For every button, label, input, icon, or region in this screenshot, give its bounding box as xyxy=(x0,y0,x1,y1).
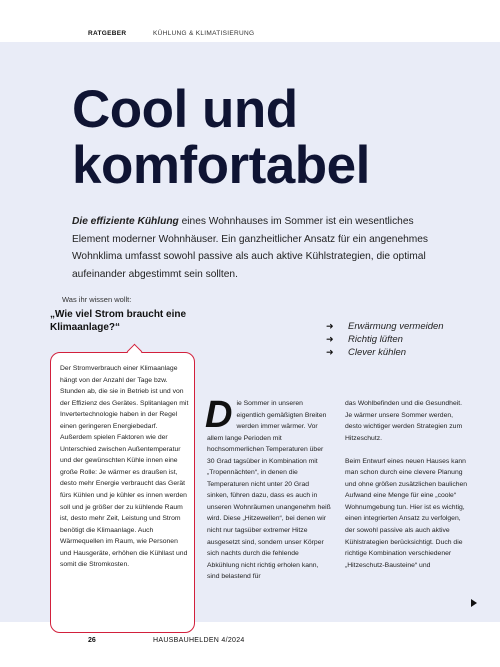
key-point-label: Richtig lüften xyxy=(348,334,403,345)
header-bar xyxy=(0,0,500,42)
drop-cap: D xyxy=(205,394,233,436)
key-point xyxy=(326,346,444,359)
question-intro: Was ihr wissen wollt: xyxy=(62,295,132,304)
section-label: RATGEBER xyxy=(88,30,127,37)
body-column-2 xyxy=(345,398,470,583)
continue-arrow-icon xyxy=(471,599,477,607)
body-column-1 xyxy=(205,394,332,583)
article-lead xyxy=(72,213,432,283)
key-point xyxy=(326,320,444,333)
key-point-label: Erwärmung vermeiden xyxy=(348,321,444,332)
arrow-right-icon: ➜ xyxy=(326,321,334,331)
body-paragraph: Beim Entwurf eines neuen Hauses kann man schon durch eine clevere Planung und ohne größen zusätzlichen baulichen Aufwand eine Menge für eine „coole“ Wohnumgebung tun. Hier ist es wichtig, einen integrierten Ansatz zu verfolgen, der sowohl passive als auch aktive Kühlstrategien berücksichtigt. Duch die richtige Kombination verschiedener „Hitzeschutz-Bausteine“ und xyxy=(345,457,468,569)
arrow-right-icon: ➜ xyxy=(326,347,334,357)
article-title xyxy=(72,82,472,194)
title-line-2: komfortabel xyxy=(72,136,370,195)
body-text-1: ie Sommer in unseren eigentlich gemäßigten Breiten werden immer wärmer. Vor allem lange Perioden mit hochsommerlichen Temperaturen über 30 Grad tagsüber in Kombination mit „Tropennächten“, in denen die Temperaturen nicht unter 20 Grad sinken, führen dazu, dass es auch in unseren Wohnräumen unangenehm heiß wird. Diese „Hitzewellen“, bei denen wir nicht nur tagsüber extremer Hitze ausgesetzt sind, sondern unser Körper sich nachts durch die fehlende Abkühlung nicht richtig erholen kann, sind belastend für xyxy=(207,400,331,581)
key-points-list xyxy=(326,320,444,359)
body-paragraph: das Wohlbefinden und die Gesundheit. Je wärmer unsere Sommer werden, desto wichtiger werden Strategien zum Hitzeschutz. xyxy=(345,400,463,442)
magazine-issue: HAUSBAUHELDEN 4/2024 xyxy=(153,637,245,644)
lead-emphasis: Die effiziente Kühlung xyxy=(72,216,179,227)
topic-label: KÜHLUNG & KLIMATISIERUNG xyxy=(153,30,255,37)
answer-text: Der Stromverbrauch einer Klimaanlage hängt von der Anzahl der Tage bzw. Stunden ab, die sie in Betrieb ist und von der Effizienz des Gerätes. Splitanlagen mit Invertertechnologie haben in der Regel einen geringeren Energiebedarf. Außerdem spielen Faktoren wie der Unterschied zwischen Außentemperatur und der gewünschten Kühle innen eine große Rolle: Je wärmer es draußen ist, desto mehr Energie verbraucht das Gerät fürs Kühlen und je kühler es innen werden soll und je größer der zu kühlende Raum ist, desto mehr Zeit, Leistung und Strom benötigt die Klimaanlage. Auch Wärmequellen im Raum, wie Personen und Hausgeräte, erhöhen die Kühllast und somit die Stromkosten. xyxy=(60,365,189,569)
arrow-right-icon: ➜ xyxy=(326,334,334,344)
page-number: 26 xyxy=(88,637,96,644)
lead-text: eines Wohnhauses im Sommer ist ein wesentliches Element moderner Wohnhäuser. Ein ganzheitlicher Ansatz für ein angenehmes Wohnklima umfasst sowohl passive als auch aktive Kühlstrategien, die optimal aufeinander abgestimmt sein sollten. xyxy=(72,216,429,280)
key-point xyxy=(326,333,444,346)
question-heading: „Wie viel Strom braucht eine Klimaanlage?“ xyxy=(50,309,187,333)
key-point-label: Clever kühlen xyxy=(348,347,407,358)
title-line-1: Cool und xyxy=(72,80,298,139)
